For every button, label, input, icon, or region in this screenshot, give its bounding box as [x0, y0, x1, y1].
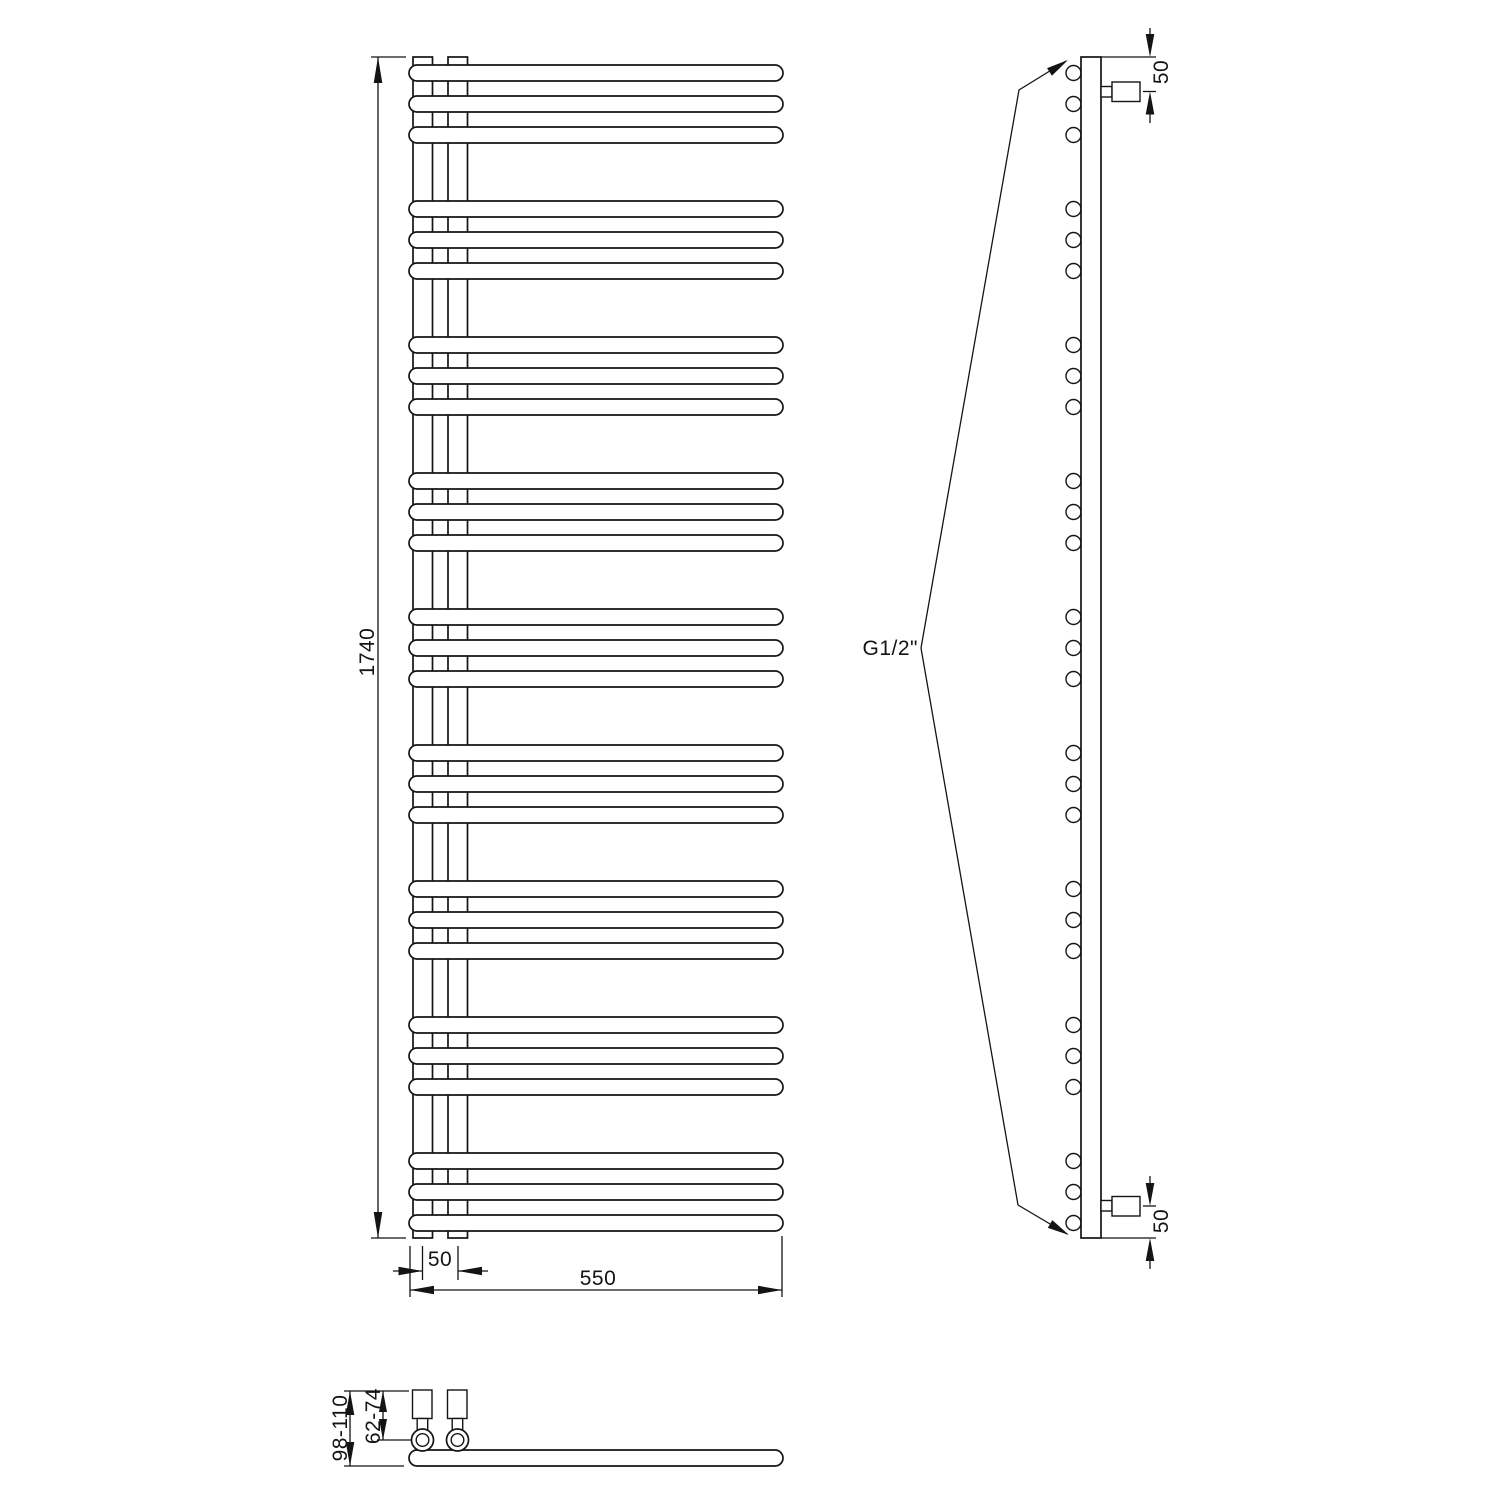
tube-end-circle [1066, 474, 1081, 489]
front-view [356, 57, 783, 1297]
width-dimension-label: 550 [579, 1267, 617, 1290]
radiator-tube [409, 912, 783, 928]
radiator-tube [409, 535, 783, 551]
horizontal-radiator-tubes [409, 65, 783, 1231]
valve-union-inner-ring [451, 1434, 464, 1447]
tube-end-circle [1066, 264, 1081, 279]
valve-axis-dimension [362, 1388, 411, 1444]
valve-axis-range-label: 62-74 [362, 1387, 385, 1445]
radiator-tube [409, 881, 783, 897]
arrowhead-up [374, 57, 383, 83]
radiator-tube [409, 1017, 783, 1033]
radiator-tube [409, 1215, 783, 1231]
tube-end-circle [1066, 1154, 1081, 1169]
valve-stub [1101, 1201, 1112, 1212]
tube-end-circle [1066, 400, 1081, 415]
radiator-tube [409, 127, 783, 143]
tube-end-circle [1066, 610, 1081, 625]
arrowhead-down [1146, 1183, 1155, 1206]
side-top-valve [1101, 82, 1140, 102]
valve-body [1112, 1197, 1140, 1217]
radiator-tube [409, 671, 783, 687]
radiator-tube [409, 776, 783, 792]
radiator-tube [409, 640, 783, 656]
tube-end-circle [1066, 808, 1081, 823]
radiator-tube [409, 807, 783, 823]
tube-end-circles [1066, 66, 1081, 1231]
tube-end-circle [1066, 369, 1081, 384]
bottom-detail-view [329, 1388, 783, 1466]
arrowhead-up [1146, 1238, 1155, 1261]
radiator-tube [409, 263, 783, 279]
valve-body [1112, 82, 1140, 102]
height-dimension [356, 57, 406, 1238]
side-profile-bar [1081, 57, 1101, 1238]
detail-valve-left [412, 1390, 434, 1451]
collector-spacing-dimension [393, 1246, 488, 1280]
leader-arrowhead-top [1047, 60, 1068, 76]
radiator-tube [409, 96, 783, 112]
radiator-tube [409, 1079, 783, 1095]
radiator-tube [409, 201, 783, 217]
radiator-tube [409, 1153, 783, 1169]
side-top-offset-dimension [1101, 28, 1173, 123]
tube-end-circle [1066, 746, 1081, 761]
tube-end-circle [1066, 913, 1081, 928]
tube-end-circle [1066, 233, 1081, 248]
radiator-tube [409, 232, 783, 248]
tube-end-circle [1066, 1018, 1081, 1033]
side-view [863, 28, 1173, 1269]
tube-end-circle [1066, 944, 1081, 959]
radiator-tube [409, 1048, 783, 1064]
connection-thread-label: G1/2" [862, 637, 918, 660]
tube-end-circle [1066, 1216, 1081, 1231]
side-bottom-offset-label: 50 [1150, 1208, 1173, 1234]
tube-end-circle [1066, 1080, 1081, 1095]
leader-line-bottom [921, 648, 1067, 1234]
arrowhead-down [374, 1212, 383, 1238]
height-dimension-label: 1740 [356, 627, 379, 677]
radiator-tube [409, 943, 783, 959]
side-top-offset-label: 50 [1150, 59, 1173, 85]
arrowhead-left [410, 1286, 434, 1294]
radiator-tube [409, 399, 783, 415]
valve-body [413, 1390, 433, 1419]
tube-end-circle [1066, 536, 1081, 551]
tube-end-circle [1066, 202, 1081, 217]
radiator-tube [409, 1184, 783, 1200]
detail-valve-right [447, 1390, 469, 1451]
valve-stub [1101, 87, 1112, 98]
width-dimension [410, 1236, 782, 1297]
arrowhead-up [1146, 92, 1155, 115]
tube-end-circle [1066, 672, 1081, 687]
leader-line-top [921, 61, 1066, 648]
wall-distance-range-label: 98-110 [329, 1394, 352, 1462]
tube-end-circle [1066, 882, 1081, 897]
connection-thread-callout [863, 60, 1069, 1235]
radiator-tube [409, 504, 783, 520]
arrowhead-right [758, 1286, 782, 1294]
tube-end-circle [1066, 66, 1081, 81]
radiator-tube [409, 65, 783, 81]
radiator-tube [409, 368, 783, 384]
tube-end-circle [1066, 97, 1081, 112]
arrowhead-left [458, 1267, 482, 1275]
tube-end-circle [1066, 128, 1081, 143]
arrowhead-down [1146, 34, 1155, 57]
side-bottom-offset-dimension [1101, 1176, 1173, 1269]
tube-end-circle [1066, 338, 1081, 353]
tube-end-circle [1066, 777, 1081, 792]
radiator-tube [409, 337, 783, 353]
tube-end-circle [1066, 641, 1081, 656]
tube-end-circle [1066, 505, 1081, 520]
radiator-tube [409, 609, 783, 625]
radiator-tube [409, 473, 783, 489]
top-tube-plan-view [409, 1450, 783, 1466]
side-bottom-valve [1101, 1197, 1140, 1217]
tube-end-circle [1066, 1185, 1081, 1200]
radiator-tube [409, 745, 783, 761]
tube-end-circle [1066, 1049, 1081, 1064]
collector-spacing-label: 50 [427, 1248, 453, 1271]
valve-union-inner-ring [416, 1434, 429, 1447]
valve-body [448, 1390, 468, 1419]
